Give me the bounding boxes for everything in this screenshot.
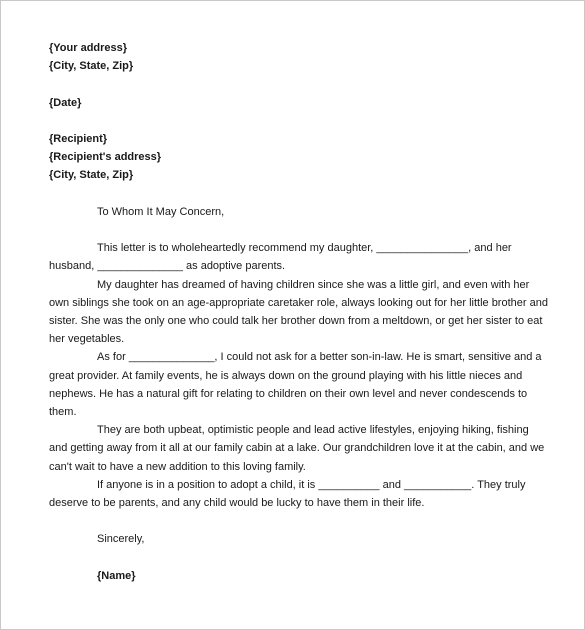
paragraph-line: own siblings she took on an age-appropriate caretaker role, always looking out for her little brother and bbox=[49, 296, 548, 309]
paragraph-line: sister. She was the only one who could talk her brother down from a meltdown, or get her sister to eat bbox=[49, 314, 543, 327]
paragraph-5 bbox=[49, 476, 537, 512]
paragraph-line: them. bbox=[49, 406, 77, 418]
greeting: To Whom It May Concern, bbox=[97, 205, 225, 218]
letter-body bbox=[49, 39, 548, 585]
recipient-name: {Recipient} bbox=[49, 132, 108, 145]
paragraph-3 bbox=[49, 348, 542, 421]
closing: Sincerely, bbox=[97, 533, 145, 546]
paragraph-line: husband, ______________ as adoptive parents. bbox=[49, 260, 286, 273]
paragraph-line: and getting away from it all at our family cabin at a lake. Our grandchildren love it at the cabin, and we bbox=[49, 442, 545, 455]
paragraph-1 bbox=[49, 239, 537, 275]
paragraph-line: My daughter has dreamed of having children since she was a little girl, and even with her bbox=[97, 278, 530, 291]
paragraph-line: can't wait to have a new addition to this loving family. bbox=[49, 460, 306, 473]
paragraph-line: As for ______________, I could not ask for a better son-in-law. He is smart, sensitive and a bbox=[97, 351, 542, 364]
paragraph-line: If anyone is in a position to adopt a child, it is __________ and ___________. They truly bbox=[97, 478, 526, 491]
paragraph-line: They are both upbeat, optimistic people and lead active lifestyles, enjoying hiking, fishing bbox=[97, 424, 529, 437]
paragraph-line: nephews. He has a natural gift for relating to children on their own level and never condescends to bbox=[49, 387, 528, 400]
paragraph-4 bbox=[49, 421, 545, 476]
signature-name: {Name} bbox=[97, 569, 136, 582]
letter-date: {Date} bbox=[49, 96, 82, 109]
recipient-city-state-zip: {City, State, Zip} bbox=[49, 169, 134, 182]
paragraph-2 bbox=[49, 276, 548, 349]
paragraph-line: her vegetables. bbox=[49, 333, 125, 346]
paragraph-line: great provider. At family events, he is always down on the ground playing with his little nieces and bbox=[49, 369, 523, 382]
sender-city-state-zip: {City, State, Zip} bbox=[49, 60, 134, 73]
recipient-address: {Recipient's address} bbox=[49, 151, 162, 164]
sender-address: {Your address} bbox=[49, 42, 128, 54]
paragraph-line: deserve to be parents, and any child would be lucky to have them in their life. bbox=[49, 497, 425, 510]
paragraph-line: This letter is to wholeheartedly recommend my daughter, _______________, and her bbox=[97, 242, 512, 255]
